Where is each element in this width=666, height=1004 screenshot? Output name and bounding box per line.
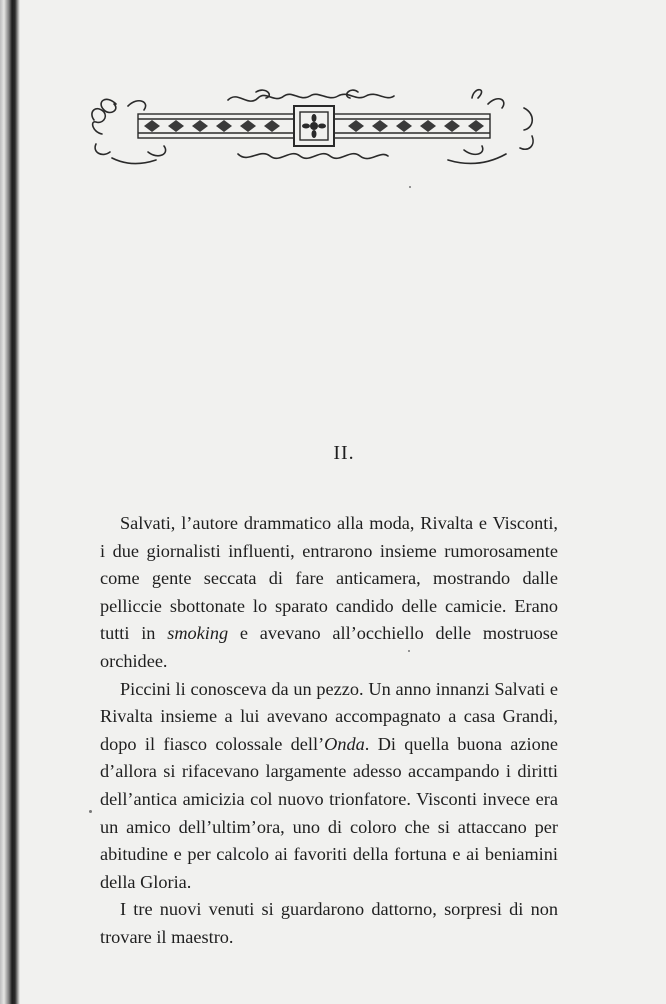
header-ornament — [88, 88, 540, 168]
paper-speck — [89, 810, 92, 813]
paragraph-2: Piccini li conosceva da un pezzo. Un anno innanzi Salvati e Rivalta insieme a lui avevano accompagnato a casa Grandi, dopo il fiasco colossale dell’Onda. Di quella buona azione d’allora si rifacevano largamente adesso accampando i diritti dell’antica amicizia col nuovo trionfatore. Visconti invece era un amico dell’ultim’ora, uno di coloro che si attaccano per abitudine e per calcolo ai favoriti della fortuna e ai beniamini della Gloria. — [100, 678, 558, 892]
book-spine-shadow — [0, 0, 20, 1004]
chapter-text — [100, 510, 558, 952]
chapter-number: II. — [333, 442, 355, 464]
paper-speck — [409, 186, 411, 188]
paragraph-3: I tre nuovi venuti si guardarono dattorno, sorpresi di non trovare il maestro. — [100, 899, 558, 947]
paragraph-1: Salvati, l’autore drammatico alla moda, Rivalta e Visconti, i due giornalisti influenti, entrarono insieme rumorosamente come gente seccata di fare anticamera, mostrando dalle pelliccie sbottonate lo sparato candido delle camicie. Erano tutti in smoking e avevano all’occhiello delle mostruose orchidee. — [100, 513, 558, 671]
